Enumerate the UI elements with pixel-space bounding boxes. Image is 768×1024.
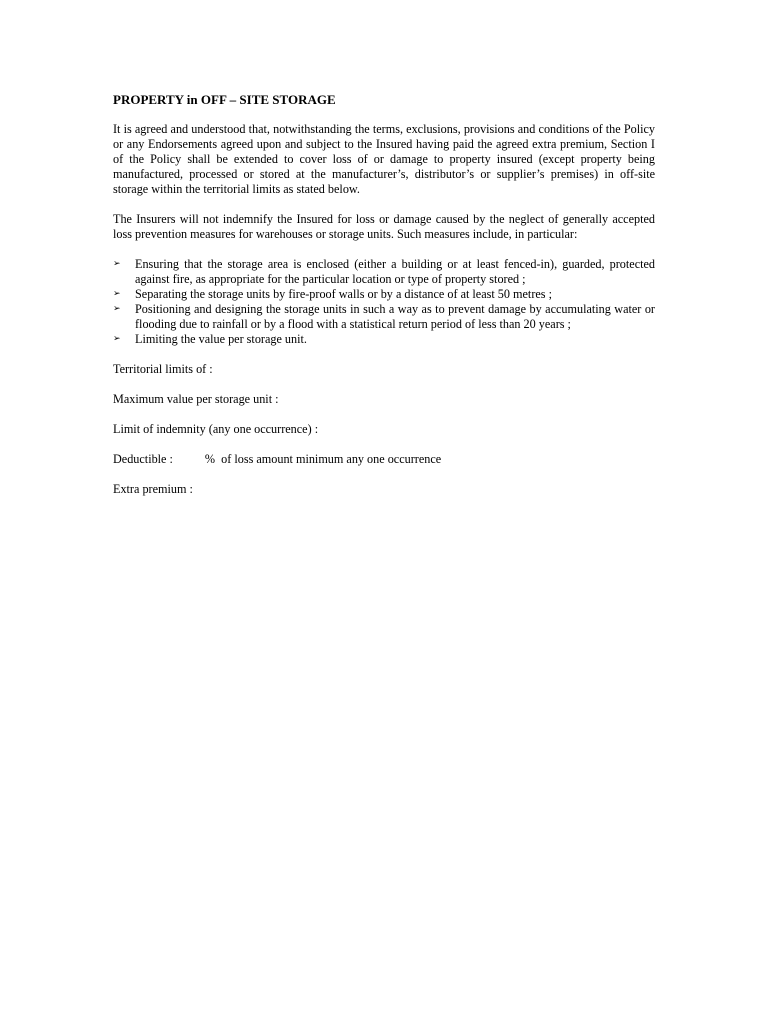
deductible-field — [113, 452, 655, 467]
territorial-limits-field: Territorial limits of : — [113, 362, 213, 376]
arrow-bullet-icon: ➢ — [113, 259, 121, 269]
document-page — [113, 92, 655, 512]
list-item-text: Positioning and designing the storage units in such a way as to prevent damage by accumulating water or flooding due to rainfall or by a flood with a statistical return period of less than 20 years ; — [135, 302, 655, 331]
deductible-value: % of loss amount minimum any one occurrence — [204, 452, 442, 466]
list-item — [113, 332, 655, 347]
loss-prevention-list — [113, 257, 655, 347]
extra-premium-field: Extra premium : — [113, 482, 193, 496]
max-value-field: Maximum value per storage unit : — [113, 392, 279, 406]
list-item-text: Ensuring that the storage area is enclosed (either a building or at least fenced-in), guarded, protected against fire, as appropriate for the particular location or type of property stored ; — [135, 257, 655, 286]
list-item — [113, 257, 655, 287]
document-title: PROPERTY in OFF – SITE STORAGE — [113, 92, 336, 107]
list-item-text: Separating the storage units by fire-proof walls or by a distance of at least 50 metres ; — [135, 287, 552, 301]
limit-of-indemnity-field: Limit of indemnity (any one occurrence) : — [113, 422, 319, 436]
arrow-bullet-icon: ➢ — [113, 289, 121, 299]
coverage-paragraph: It is agreed and understood that, notwithstanding the terms, exclusions, provisions and conditions of the Policy or any Endorsements agreed upon and subject to the Insured having paid the agreed extra premium, Section I of the Policy shall be extended to cover loss of or damage to property insured (except property being manufactured, processed or stored at the manufacturer’s, distributor’s or supplier’s premises) in off-site storage within the territorial limits as stated below. — [113, 122, 655, 196]
deductible-label: Deductible : — [113, 452, 173, 466]
list-item — [113, 287, 655, 302]
arrow-bullet-icon: ➢ — [113, 334, 121, 344]
list-item-text: Limiting the value per storage unit. — [135, 332, 307, 346]
exclusion-paragraph: The Insurers will not indemnify the Insured for loss or damage caused by the neglect of generally accepted loss prevention measures for warehouses or storage units. Such measures include, in particular: — [113, 212, 655, 241]
arrow-bullet-icon: ➢ — [113, 304, 121, 314]
list-item — [113, 302, 655, 332]
